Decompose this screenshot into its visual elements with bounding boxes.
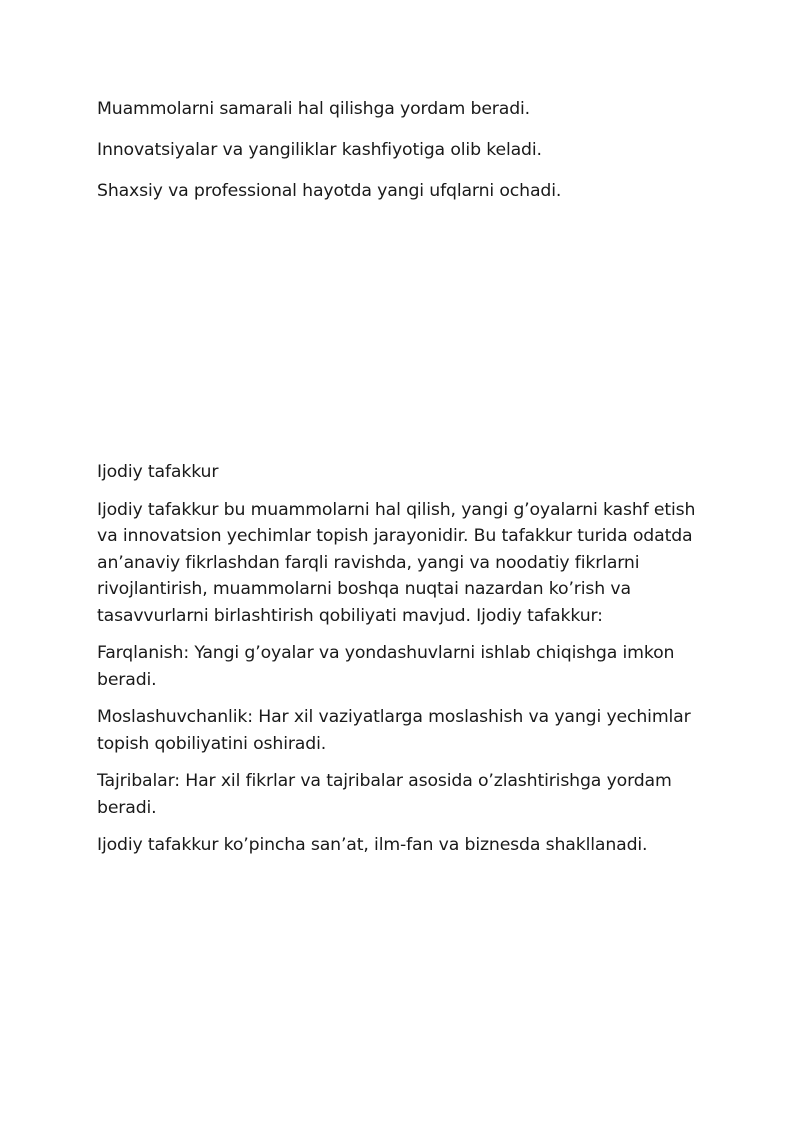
point-paragraph: Farqlanish: Yangi g’oyalar va yondashuvlarni ishlab chiqishga imkon beradi. (97, 643, 675, 690)
section-heading: Ijodiy tafakkur (97, 462, 219, 482)
intro-line: Innovatsiyalar va yangiliklar kashfiyotiga olib keladi. (97, 140, 542, 160)
intro-block (97, 96, 707, 219)
point-paragraph: Moslashuvchanlik: Har xil vaziyatlarga moslashish va yangi yechimlar topish qobiliyatini oshiradi. (97, 707, 691, 754)
point-paragraph: Tajribalar: Har xil fikrlar va tajribalar asosida o’zlashtirishga yordam beradi. (97, 771, 672, 818)
creative-thinking-section (97, 459, 707, 870)
intro-line: Muammolarni samarali hal qilishga yordam beradi. (97, 99, 531, 119)
closing-paragraph: Ijodiy tafakkur ko’pincha san’at, ilm-fan va biznesda shakllanadi. (97, 835, 648, 855)
intro-line: Shaxsiy va professional hayotda yangi ufqlarni ochadi. (97, 181, 562, 201)
definition-paragraph: Ijodiy tafakkur bu muammolarni hal qilish, yangi g’oyalarni kashf etish va innovatsion yechimlar topish jarayonidir. Bu tafakkur turida odatda an’anaviy fikrlashdan farqli ravishda, yangi va noodatiy fikrlarni rivojlantirish, muammolarni boshqa nuqtai nazardan ko’rish va tasavvurlarni birlashtirish qobiliyati mavjud. Ijodiy tafakkur: (97, 499, 696, 626)
